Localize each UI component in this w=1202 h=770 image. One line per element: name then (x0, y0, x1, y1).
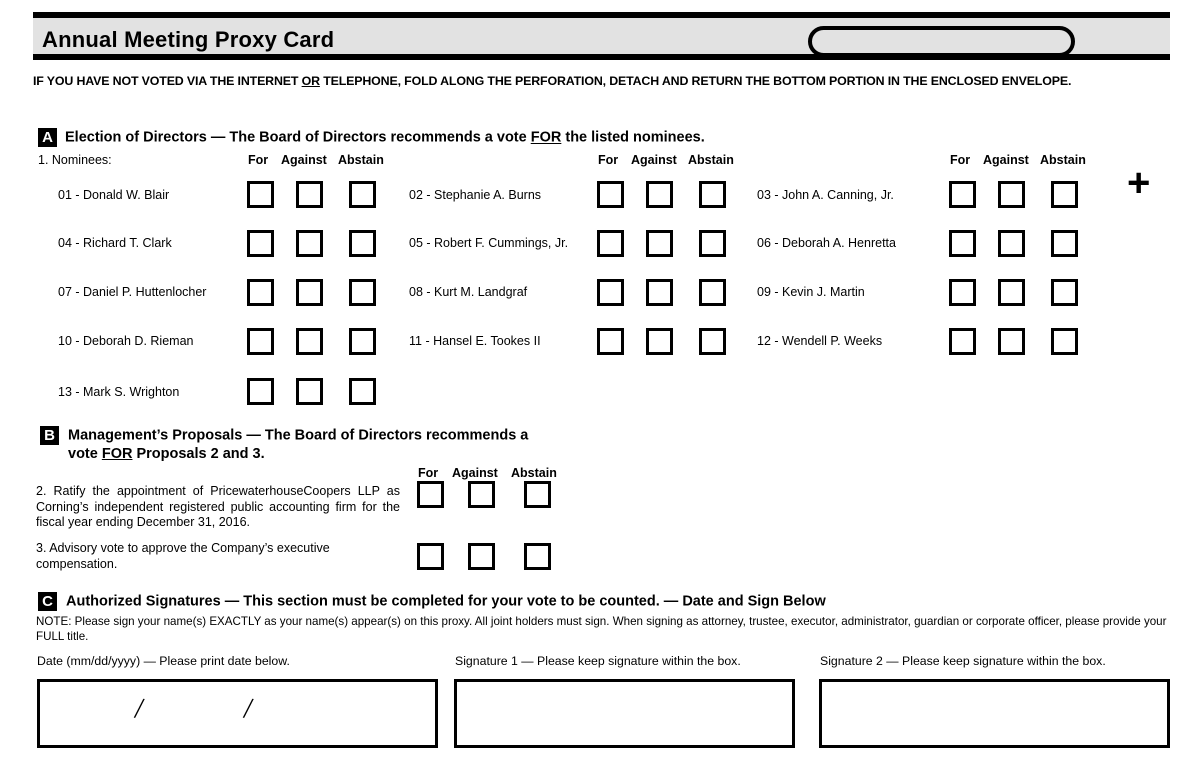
col2-header-against: Against (631, 153, 677, 167)
checkbox-09-abstain[interactable] (1051, 279, 1078, 306)
checkbox-04-for[interactable] (247, 230, 274, 257)
checkbox-10-for[interactable] (247, 328, 274, 355)
section-a-title (65, 130, 705, 146)
checkbox-04-against[interactable] (296, 230, 323, 257)
header-band (33, 12, 1170, 60)
section-a-badge: A (38, 128, 57, 147)
section-c-badge: C (38, 592, 57, 611)
col2-header-abstain: Abstain (688, 153, 734, 167)
checkbox-12-for[interactable] (949, 328, 976, 355)
checkbox-08-abstain[interactable] (699, 279, 726, 306)
checkbox-12-against[interactable] (998, 328, 1025, 355)
nominees-label: 1. Nominees: (38, 153, 112, 167)
checkbox-13-abstain[interactable] (349, 378, 376, 405)
checkbox-05-abstain[interactable] (699, 230, 726, 257)
nominee-name-03: 03 - John A. Canning, Jr. (757, 188, 894, 202)
nominee-name-07: 07 - Daniel P. Huttenlocher (58, 285, 207, 299)
signature-note: NOTE: Please sign your name(s) EXACTLY as your name(s) appear(s) on this proxy. All joint holders must sign. When signing as attorney, trustee, executor, administrator, guardian or corporate officer, please provide your FULL title. (36, 615, 1167, 643)
nominee-name-08: 08 - Kurt M. Landgraf (409, 285, 528, 299)
checkbox-01-for[interactable] (247, 181, 274, 208)
nominee-name-06: 06 - Deborah A. Henretta (757, 236, 896, 250)
col3-header-abstain: Abstain (1040, 153, 1086, 167)
nominee-name-12: 12 - Wendell P. Weeks (757, 334, 883, 348)
proposal-header-against: Against (452, 466, 498, 480)
col3-header-against: Against (983, 153, 1029, 167)
checkbox-01-against[interactable] (296, 181, 323, 208)
checkbox-03-abstain[interactable] (1051, 181, 1078, 208)
control-number-field[interactable] (808, 26, 1075, 57)
nominee-name-09: 09 - Kevin J. Martin (757, 285, 865, 299)
section-c-heading (38, 592, 826, 611)
nominee-name-02: 02 - Stephanie A. Burns (409, 188, 542, 202)
checkbox-08-for[interactable] (597, 279, 624, 306)
nominee-name-04: 04 - Richard T. Clark (58, 236, 172, 250)
checkbox-proposal-3-abstain[interactable] (524, 543, 551, 570)
section-a-title-part2: the listed nominees. (561, 129, 705, 146)
checkbox-09-for[interactable] (949, 279, 976, 306)
checkbox-10-abstain[interactable] (349, 328, 376, 355)
checkbox-01-abstain[interactable] (349, 181, 376, 208)
checkbox-07-against[interactable] (296, 279, 323, 306)
section-b-badge: B (40, 426, 59, 445)
checkbox-11-abstain[interactable] (699, 328, 726, 355)
checkbox-proposal-3-against[interactable] (468, 543, 495, 570)
nominee-name-05: 05 - Robert F. Cummings, Jr. (409, 236, 569, 250)
checkbox-02-for[interactable] (597, 181, 624, 208)
fold-notice (33, 74, 1173, 88)
col2-header-for: For (598, 153, 619, 167)
section-b-title-line2 (68, 446, 265, 462)
checkbox-05-against[interactable] (646, 230, 673, 257)
checkbox-proposal-2-abstain[interactable] (524, 481, 551, 508)
checkbox-02-against[interactable] (646, 181, 673, 208)
section-c-title: Authorized Signatures — This section must be completed for your vote to be counted. — Date and Sign Below (66, 593, 826, 610)
checkbox-06-for[interactable] (949, 230, 976, 257)
section-b-heading (40, 426, 600, 445)
section-a-title-for: FOR (530, 129, 562, 146)
section-a-heading (38, 128, 705, 147)
nominee-name-11: 11 - Hansel E. Tookes II (409, 334, 541, 348)
checkbox-proposal-2-against[interactable] (468, 481, 495, 508)
date-input-box[interactable] (37, 679, 438, 748)
section-b-title-line2-part2: Proposals 2 and 3. (132, 446, 265, 462)
col1-header-abstain: Abstain (338, 153, 384, 167)
checkbox-08-against[interactable] (646, 279, 673, 306)
signature-1-label: Signature 1 — Please keep signature within the box. (455, 654, 741, 668)
nominee-name-13: 13 - Mark S. Wrighton (58, 385, 180, 399)
checkbox-07-abstain[interactable] (349, 279, 376, 306)
page-title: Annual Meeting Proxy Card (42, 27, 335, 52)
checkbox-02-abstain[interactable] (699, 181, 726, 208)
section-b-title-line2-for: FOR (101, 446, 133, 462)
proposal-2-text: 2. Ratify the appointment of PricewaterhouseCoopers LLP as Corning’s independent registered public accounting firm for the fiscal year ending December 31, 2016. (36, 484, 400, 529)
signature-1-input-box[interactable] (454, 679, 795, 748)
notice-underlined: OR (301, 74, 320, 88)
nominee-name-10: 10 - Deborah D. Rieman (58, 334, 194, 348)
checkbox-06-against[interactable] (998, 230, 1025, 257)
checkbox-12-abstain[interactable] (1051, 328, 1078, 355)
date-separator-1: / (132, 691, 146, 726)
checkbox-proposal-3-for[interactable] (417, 543, 444, 570)
proposal-header-abstain: Abstain (511, 466, 557, 480)
registration-plus-icon: + (1127, 161, 1151, 205)
proposal-header-for: For (418, 466, 439, 480)
checkbox-07-for[interactable] (247, 279, 274, 306)
checkbox-11-against[interactable] (646, 328, 673, 355)
checkbox-04-abstain[interactable] (349, 230, 376, 257)
notice-part2: TELEPHONE, FOLD ALONG THE PERFORATION, DETACH AND RETURN THE BOTTOM PORTION IN THE ENCLOSED ENVELOPE. (319, 74, 1072, 88)
checkbox-06-abstain[interactable] (1051, 230, 1078, 257)
checkbox-13-for[interactable] (247, 378, 274, 405)
col3-header-for: For (950, 153, 971, 167)
notice-part1: IF YOU HAVE NOT VOTED VIA THE INTERNET (33, 74, 302, 88)
checkbox-11-for[interactable] (597, 328, 624, 355)
col1-header-against: Against (281, 153, 327, 167)
signature-2-input-box[interactable] (819, 679, 1170, 748)
checkbox-10-against[interactable] (296, 328, 323, 355)
section-b-title-line1: Management’s Proposals — The Board of Directors recommends a (68, 427, 529, 444)
checkbox-13-against[interactable] (296, 378, 323, 405)
col1-header-for: For (248, 153, 269, 167)
section-a-title-part1: Election of Directors — The Board of Directors recommends a vote (65, 129, 531, 146)
checkbox-03-against[interactable] (998, 181, 1025, 208)
date-field-label: Date (mm/dd/yyyy) — Please print date below. (37, 654, 290, 668)
date-separator-2: / (241, 691, 255, 726)
checkbox-03-for[interactable] (949, 181, 976, 208)
nominee-name-01: 01 - Donald W. Blair (58, 188, 170, 202)
checkbox-proposal-2-for[interactable] (417, 481, 444, 508)
checkbox-05-for[interactable] (597, 230, 624, 257)
checkbox-09-against[interactable] (998, 279, 1025, 306)
section-b-title-line2-part1: vote (68, 446, 102, 462)
signature-2-label: Signature 2 — Please keep signature within the box. (820, 654, 1106, 668)
proposal-3-text: 3. Advisory vote to approve the Company’s executive compensation. (36, 541, 330, 571)
